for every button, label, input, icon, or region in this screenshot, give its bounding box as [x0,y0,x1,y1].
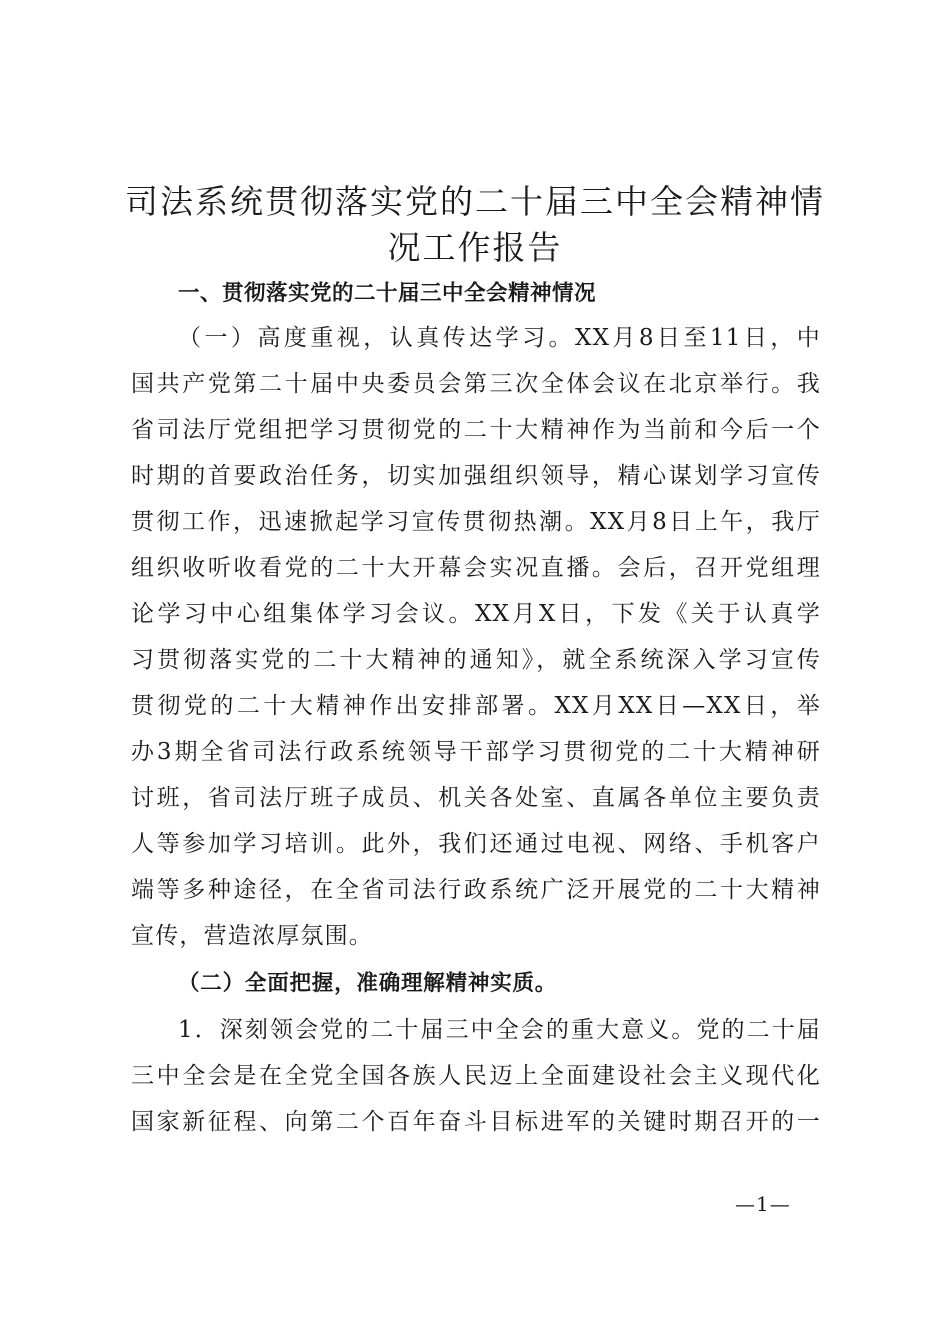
section-heading: 一、贯彻落实党的二十届三中全会精神情况 [178,281,597,306]
document-title-line-2: 况工作报告 [387,228,563,267]
paragraph-line: 省司法厅党组把学习贯彻党的二十大精神作为当前和今后一个 [131,417,821,443]
paragraph-line: 三中全会是在全党全国各族人民迈上全面建设社会主义现代化 [131,1063,821,1089]
page-number: —1— [735,1192,791,1216]
paragraph-line: 贯彻工作，迅速掀起学习宣传贯彻热潮。XX月8日上午，我厅 [131,509,821,535]
paragraph-line: 办3期全省司法行政系统领导干部学习贯彻党的二十大精神研 [131,739,821,765]
paragraph-line: 1．深刻领会党的二十届三中全会的重大意义。党的二十届 [178,1017,821,1043]
paragraph-line: 组织收听收看党的二十大开幕会实况直播。会后，召开党组理 [131,555,821,581]
paragraph-line: 贯彻党的二十大精神作出安排部署。XX月XX日—XX日，举 [131,693,821,719]
paragraph-line: 宣传，营造浓厚氛围。 [131,923,373,949]
document-title-line-1: 司法系统贯彻落实党的二十届三中全会精神情 [125,182,825,221]
paragraph-line: 时期的首要政治任务，切实加强组织领导，精心谋划学习宣传 [131,463,821,489]
paragraph-line: 国共产党第二十届中央委员会第三次全体会议在北京举行。我 [131,371,821,397]
paragraph-line: 习贯彻落实党的二十大精神的通知》，就全系统深入学习宣传 [131,647,821,673]
paragraph-line: 端等多种途径，在全省司法行政系统广泛开展党的二十大精神 [131,877,821,903]
paragraph-line: （一）高度重视，认真传达学习。XX月8日至11日，中 [178,325,821,351]
paragraph-line: 国家新征程、向第二个百年奋斗目标进军的关键时期召开的一 [131,1109,821,1135]
paragraph-line: 讨班，省司法厅班子成员、机关各处室、直属各单位主要负责 [131,785,821,811]
paragraph-line: 论学习中心组集体学习会议。XX月X日，下发《关于认真学 [131,601,821,627]
subsection-heading: （二）全面把握，准确理解精神实质。 [178,971,558,996]
paragraph-line: 人等参加学习培训。此外，我们还通过电视、网络、手机客户 [131,831,821,857]
